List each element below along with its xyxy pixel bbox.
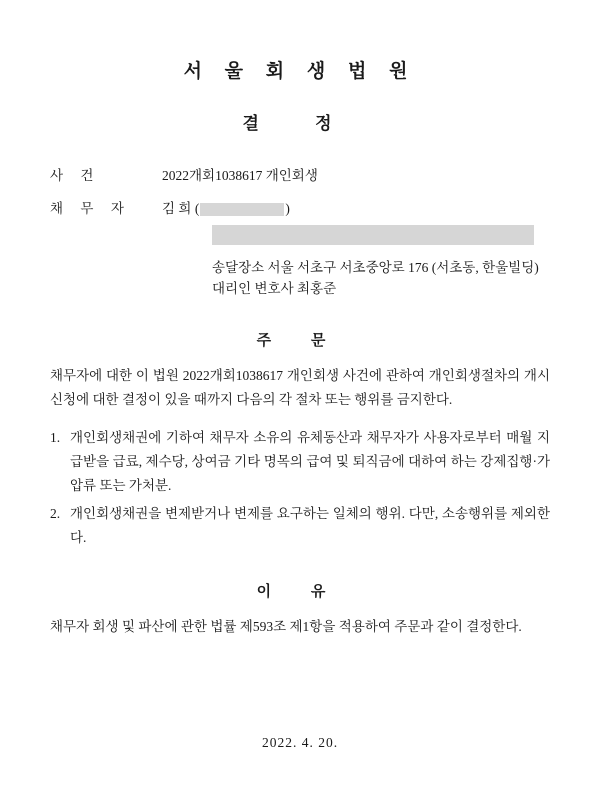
redacted-address-block-row: [50, 225, 600, 245]
document-type-title: 결 정: [242, 114, 358, 133]
address-line-attorney: 대리인 변호사 최홍준: [212, 281, 337, 296]
redacted-personal-info: [200, 203, 284, 216]
redacted-address-bar: [212, 225, 534, 245]
field-value-case: 2022개회1038617 개인회생: [162, 168, 318, 183]
list-item-text: 개인회생채권에 기하여 채무자 소유의 유체동산과 채무자가 사용자로부터 매월 지급받을 급료, 제수당, 상여금 기타 명목의 급여 및 퇴직금에 대하여 하는 강제집행·가압류 또는 가처분.: [70, 430, 550, 493]
reason-text: 채무자 회생 및 파산에 관한 법률 제593조 제1항을 적용하여 주문과 같이 결정한다.: [50, 619, 522, 634]
field-value-debtor: [162, 197, 600, 217]
decision-date: 2022. 4. 20.: [261, 735, 339, 750]
main-order-intro: 채무자에 대한 이 법원 2022개회1038617 개인회생 사건에 관하여 개인회생절차의 개시신청에 대한 결정이 있을 때까지 다음의 각 절차 또는 행위를 금지한다.: [50, 368, 550, 407]
list-item-number: 2.: [50, 506, 61, 521]
address-line-service: 송달장소 서울 서초구 서초중앙로 176 (서초동, 한울빌딩): [212, 260, 539, 275]
list-item: [50, 502, 550, 550]
list-item-number: 1.: [50, 430, 61, 445]
field-row-case: [50, 164, 600, 184]
field-label-case: 사 건: [50, 168, 101, 183]
court-title: 서 울 회 생 법 원: [183, 61, 417, 82]
main-order-list: [0, 426, 600, 550]
field-row-debtor: [50, 197, 600, 217]
field-label-debtor: 채 무 자: [50, 201, 131, 216]
debtor-name: 김 희 (: [162, 201, 200, 216]
main-order-heading: 주 문: [256, 333, 344, 349]
document-page: [0, 56, 600, 800]
debtor-name-suffix: ): [285, 201, 290, 216]
list-item-text: 개인회생채권을 변제받거나 변제를 요구하는 일체의 행위. 다만, 소송행위를 제외한다.: [70, 506, 550, 545]
address-block: [50, 257, 600, 299]
list-item: [50, 426, 550, 498]
reason-heading: 이 유: [256, 584, 344, 600]
case-fields: [0, 164, 600, 299]
